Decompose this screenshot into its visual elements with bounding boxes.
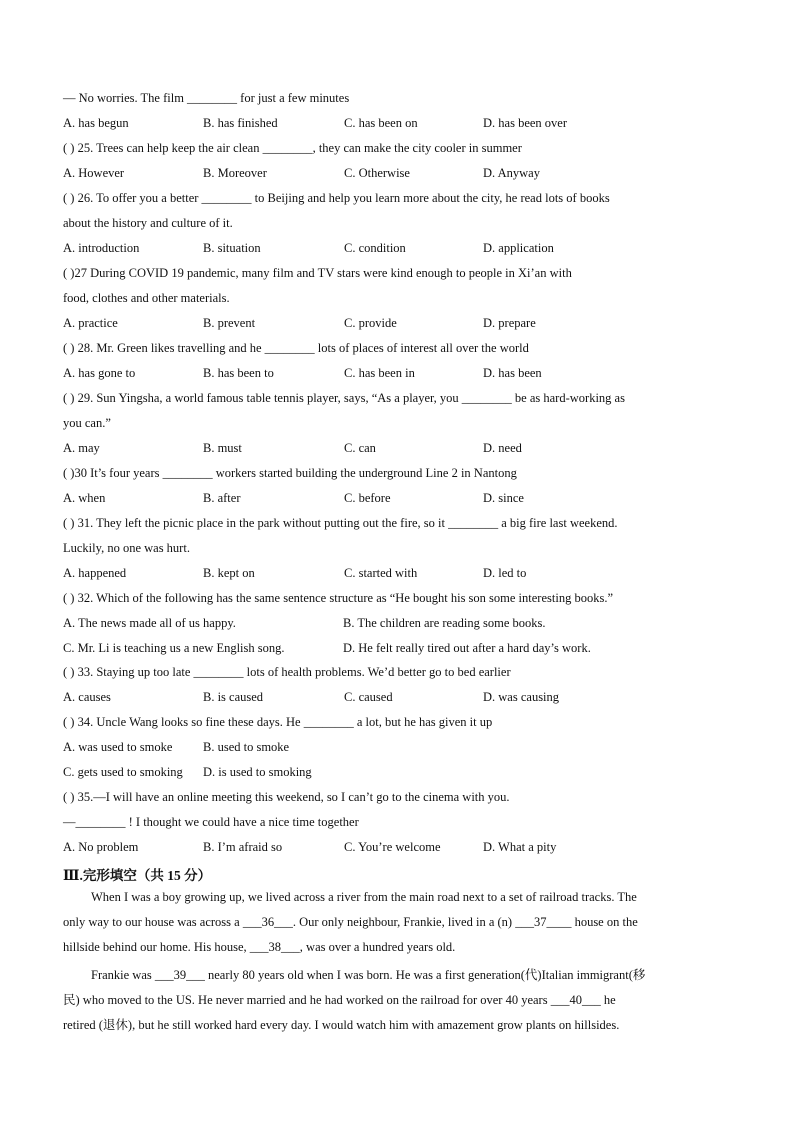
option-a: A. happened xyxy=(63,566,127,580)
option-a: A. has gone to xyxy=(63,366,136,380)
option-d: D. led to xyxy=(483,566,527,580)
option-d: D. Anyway xyxy=(483,166,540,180)
question-33-options xyxy=(0,690,794,706)
option-d: D. What a pity xyxy=(483,840,557,854)
question-34-options-ab xyxy=(0,740,794,756)
option-c: C. condition xyxy=(344,241,406,255)
option-a: A. introduction xyxy=(63,241,140,255)
option-b: B. must xyxy=(203,441,242,455)
option-b: B. kept on xyxy=(203,566,255,580)
question-34-stem: ( ) 34. Uncle Wang looks so fine these days. He ________ a lot, but he has given it up xyxy=(63,715,493,729)
question-35-stem-cont: —________ ! I thought we could have a nice time together xyxy=(63,815,359,829)
question-27-options xyxy=(0,316,794,332)
option-c: C. has been in xyxy=(344,366,415,380)
option-b: B. is caused xyxy=(203,690,264,704)
option-a: A. However xyxy=(63,166,125,180)
question-31-stem: ( ) 31. They left the picnic place in the park without putting out the fire, so it ________ a big fire last weekend. xyxy=(63,516,618,530)
option-d: D. need xyxy=(483,441,522,455)
question-32-options-ab xyxy=(0,616,794,632)
option-b: B. Moreover xyxy=(203,166,267,180)
section-heading: Ⅲ.完形填空（共 15 分） xyxy=(63,868,212,883)
option-a: A. The news made all of us happy. xyxy=(63,616,236,630)
option-c: C. You’re welcome xyxy=(344,840,441,854)
question-29-options xyxy=(0,441,794,457)
question-32-stem: ( ) 32. Which of the following has the same sentence structure as “He bought his son some interesting books.” xyxy=(63,591,613,605)
question-25-options xyxy=(0,166,794,182)
option-c: C. before xyxy=(344,491,391,505)
passage-paragraph-1-line-2: only way to our house was across a ___36___. Our only neighbour, Frankie, lived in a (n) ___37____ house on the xyxy=(63,915,638,929)
option-a: A. has begun xyxy=(63,116,129,130)
question-26-stem: ( ) 26. To offer you a better ________ to Beijing and help you learn more about the city, he read lots of books xyxy=(63,191,610,205)
option-c: C. can xyxy=(344,441,376,455)
option-d: D. was causing xyxy=(483,690,560,704)
passage-paragraph-2-line-2: 民) who moved to the US. He never married and he had worked on the railroad for over 40 years ___40___ he xyxy=(63,993,616,1007)
option-b: B. after xyxy=(203,491,241,505)
option-c: C. started with xyxy=(344,566,418,580)
option-a: A. when xyxy=(63,491,106,505)
option-c: C. has been on xyxy=(344,116,418,130)
option-b: B. I’m afraid so xyxy=(203,840,283,854)
option-b: B. has finished xyxy=(203,116,278,130)
question-27-stem: ( )27 During COVID 19 pandemic, many film and TV stars were kind enough to people in Xi’an with xyxy=(63,266,572,280)
question-28-stem: ( ) 28. Mr. Green likes travelling and he ________ lots of places of interest all over the world xyxy=(63,341,529,355)
question-24-options xyxy=(0,116,794,132)
option-d: D. since xyxy=(483,491,524,505)
option-d: D. has been xyxy=(483,366,542,380)
option-a: A. may xyxy=(63,441,100,455)
passage-paragraph-2: Frankie was ___39___ nearly 80 years old when I was born. He was a first generation(代)Italian immigrant(移 xyxy=(91,968,646,982)
passage-paragraph-1: When I was a boy growing up, we lived across a river from the main road next to a set of railroad tracks. The xyxy=(91,890,637,904)
option-a: A. causes xyxy=(63,690,111,704)
question-29-stem-cont: you can.” xyxy=(63,416,111,430)
question-30-stem: ( )30 It’s four years ________ workers started building the underground Line 2 in Nantong xyxy=(63,466,517,480)
option-b: B. situation xyxy=(203,241,261,255)
question-28-options xyxy=(0,366,794,382)
option-c: C. gets used to smoking xyxy=(63,765,183,779)
question-25-stem: ( ) 25. Trees can help keep the air clean ________, they can make the city cooler in summer xyxy=(63,141,522,155)
option-c: C. provide xyxy=(344,316,397,330)
option-b: B. used to smoke xyxy=(203,740,290,754)
option-a: A. practice xyxy=(63,316,118,330)
option-c: C. Otherwise xyxy=(344,166,410,180)
passage-paragraph-1-line-3: hillside behind our home. His house, ___38___, was over a hundred years old. xyxy=(63,940,456,954)
option-d: D. has been over xyxy=(483,116,567,130)
question-30-options xyxy=(0,491,794,507)
question-35-stem: ( ) 35.—I will have an online meeting this weekend, so I can’t go to the cinema with you. xyxy=(63,790,510,804)
question-32-options-cd xyxy=(0,641,794,657)
question-34-options-cd xyxy=(0,765,794,781)
option-a: A. was used to smoke xyxy=(63,740,173,754)
question-26-options xyxy=(0,241,794,257)
question-26-stem-cont: about the history and culture of it. xyxy=(63,216,233,230)
question-24-stem: — No worries. The film ________ for just a few minutes xyxy=(63,91,350,105)
option-d: D. prepare xyxy=(483,316,536,330)
option-a: A. No problem xyxy=(63,840,139,854)
question-31-stem-cont: Luckily, no one was hurt. xyxy=(63,541,190,555)
question-35-options xyxy=(0,840,794,856)
option-b: B. has been to xyxy=(203,366,274,380)
question-33-stem: ( ) 33. Staying up too late ________ lots of health problems. We’d better go to bed earlier xyxy=(63,665,511,679)
option-c: C. Mr. Li is teaching us a new English song. xyxy=(63,641,285,655)
question-27-stem-cont: food, clothes and other materials. xyxy=(63,291,230,305)
option-b: B. The children are reading some books. xyxy=(343,616,546,630)
question-29-stem: ( ) 29. Sun Yingsha, a world famous table tennis player, says, “As a player, you ________ be as hard-working as xyxy=(63,391,625,405)
passage-paragraph-2-line-3: retired (退休), but he still worked hard every day. I would watch him with amazement grow plants on hillsides. xyxy=(63,1018,620,1032)
question-31-options xyxy=(0,566,794,582)
option-d: D. application xyxy=(483,241,554,255)
option-c: C. caused xyxy=(344,690,393,704)
option-d: D. is used to smoking xyxy=(203,765,312,779)
option-b: B. prevent xyxy=(203,316,256,330)
option-d: D. He felt really tired out after a hard day’s work. xyxy=(343,641,591,655)
